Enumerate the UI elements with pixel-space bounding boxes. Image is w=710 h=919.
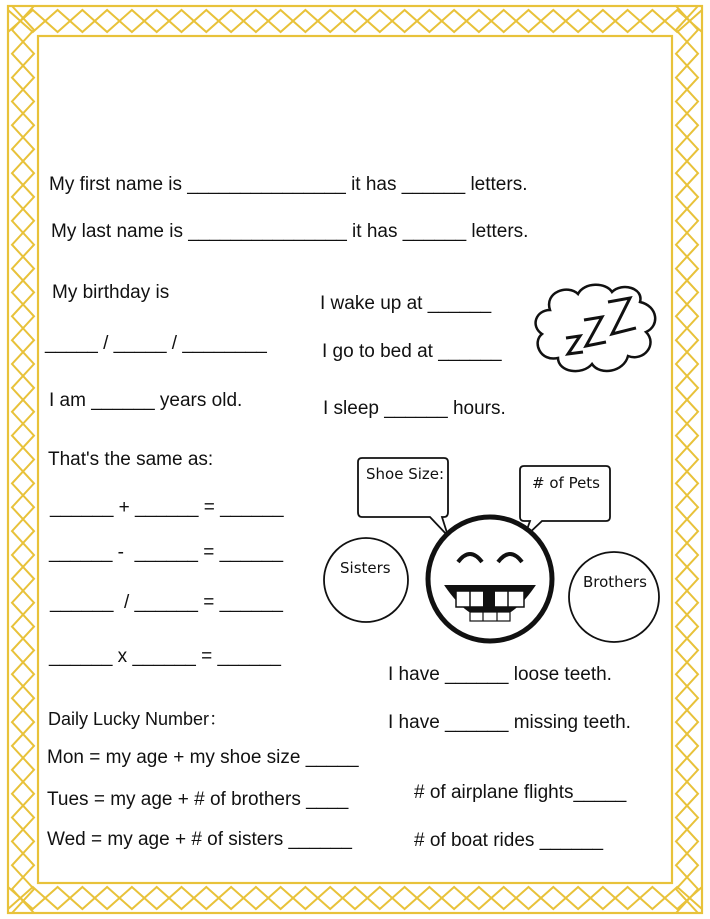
missing-teeth-line: I have ______ missing teeth. bbox=[388, 712, 631, 733]
loose-teeth-line: I have ______ loose teeth. bbox=[388, 664, 612, 685]
last-name-line: My last name is _______________ it has ______ letters. bbox=[51, 221, 529, 242]
wake-up-line: I wake up at ______ bbox=[320, 293, 492, 314]
age-line: I am ______ years old. bbox=[49, 390, 243, 411]
pets-label: # of Pets bbox=[532, 474, 600, 492]
lucky-number-title: Daily Lucky Number： bbox=[48, 709, 228, 729]
same-as-label: That's the same as: bbox=[48, 449, 214, 470]
equation-subtraction: ______ - ______ = ______ bbox=[49, 542, 284, 563]
tuesday-line: Tues = my age + # of brothers ____ bbox=[47, 789, 349, 810]
birthday-label: My birthday is bbox=[52, 282, 170, 303]
equation-addition: ______ + ______ = ______ bbox=[50, 497, 284, 518]
first-name-line: My first name is _______________ it has ______ letters. bbox=[49, 174, 528, 195]
equation-multiplication: ______ x ______ = ______ bbox=[49, 646, 281, 667]
birthday-blanks: _____ / _____ / ________ bbox=[45, 333, 267, 354]
equation-division: ______ / ______ = ______ bbox=[50, 592, 283, 613]
sisters-label: Sisters bbox=[340, 559, 391, 577]
boat-rides-line: # of boat rides ______ bbox=[414, 830, 604, 851]
bed-time-line: I go to bed at ______ bbox=[322, 341, 502, 362]
airplane-flights-line: # of airplane flights_____ bbox=[414, 782, 627, 803]
zzz-cloud-icon bbox=[528, 280, 663, 380]
brothers-label: Brothers bbox=[583, 573, 647, 591]
shoe-size-label: Shoe Size: bbox=[366, 465, 445, 483]
wednesday-line: Wed = my age + # of sisters ______ bbox=[47, 829, 352, 850]
monday-line: Mon = my age + my shoe size _____ bbox=[47, 747, 359, 768]
sleep-hours-line: I sleep ______ hours. bbox=[323, 398, 506, 419]
